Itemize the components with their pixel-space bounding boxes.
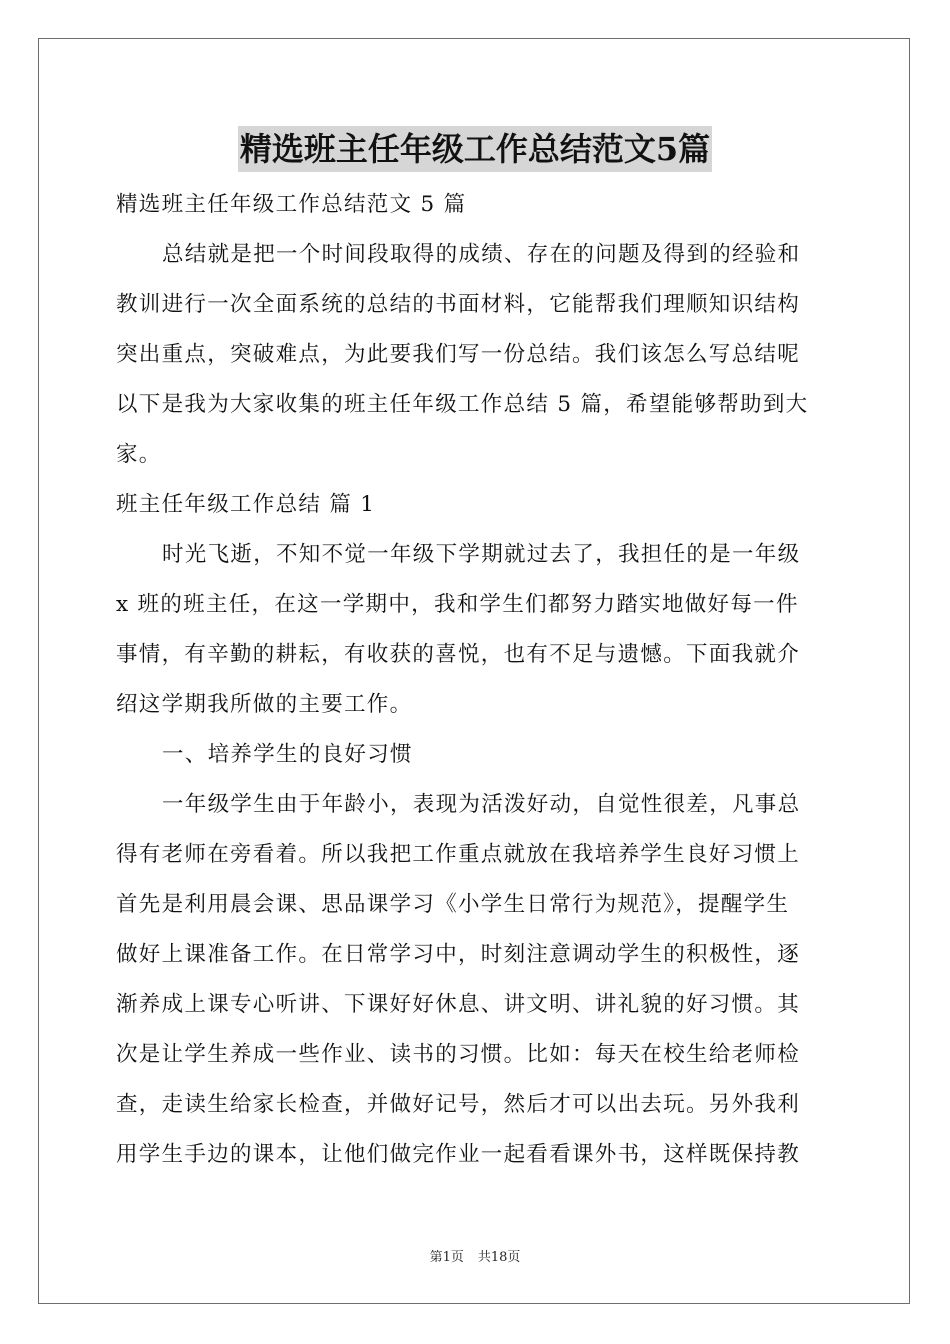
page-footer — [0, 1246, 950, 1265]
text-line: 教训进行一次全面系统的总结的书面材料，它能帮我们理顺知识结构 — [116, 292, 801, 317]
text-line: 做好上课准备工作。在日常学习中，时刻注意调动学生的积极性，逐 — [116, 942, 801, 967]
text-line: 家。 — [116, 442, 162, 467]
text-line: 以下是我为大家收集的班主任年级工作总结 5 篇，希望能够帮助到大 — [116, 392, 809, 417]
document-body — [116, 180, 836, 1180]
page-number: 第1页 — [429, 1250, 464, 1265]
text-line: 次是让学生养成一些作业、读书的习惯。比如：每天在校生给老师检 — [116, 1042, 801, 1067]
text-line: 渐养成上课专心听讲、下课好好休息、讲文明、讲礼貌的好习惯。其 — [116, 992, 801, 1017]
document-title: 精选班主任年级工作总结范文5篇 — [238, 126, 712, 172]
text-line: 得有老师在旁看着。所以我把工作重点就放在我培养学生良好习惯上 — [116, 842, 801, 867]
text-line: 首先是利用晨会课、思品课学习《小学生日常行为规范》，提醒学生 — [116, 892, 790, 917]
text-line: 一年级学生由于年龄小，表现为活泼好动，自觉性很差，凡事总 — [162, 792, 801, 817]
title-container — [0, 126, 950, 172]
text-line: 事情，有辛勤的耕耘，有收获的喜悦，也有不足与遗憾。下面我就介 — [116, 642, 801, 667]
page-total: 共18页 — [477, 1250, 521, 1265]
text-line: 一、培养学生的良好习惯 — [162, 742, 413, 767]
text-line: 时光飞逝，不知不觉一年级下学期就过去了，我担任的是一年级 — [162, 542, 801, 567]
text-line: x 班的班主任，在这一学期中，我和学生们都努力踏实地做好每一件 — [116, 592, 799, 617]
text-line: 精选班主任年级工作总结范文 5 篇 — [116, 192, 467, 217]
text-line: 用学生手边的课本，让他们做完作业一起看看课外书，这样既保持教 — [116, 1142, 801, 1167]
text-line: 绍这学期我所做的主要工作。 — [116, 692, 413, 717]
text-line: 班主任年级工作总结 篇 1 — [116, 492, 376, 517]
text-line: 查，走读生给家长检查，并做好记号，然后才可以出去玩。另外我利 — [116, 1092, 801, 1117]
text-line: 突出重点，突破难点，为此要我们写一份总结。我们该怎么写总结呢 — [116, 342, 801, 367]
text-line: 总结就是把一个时间段取得的成绩、存在的问题及得到的经验和 — [162, 242, 801, 267]
